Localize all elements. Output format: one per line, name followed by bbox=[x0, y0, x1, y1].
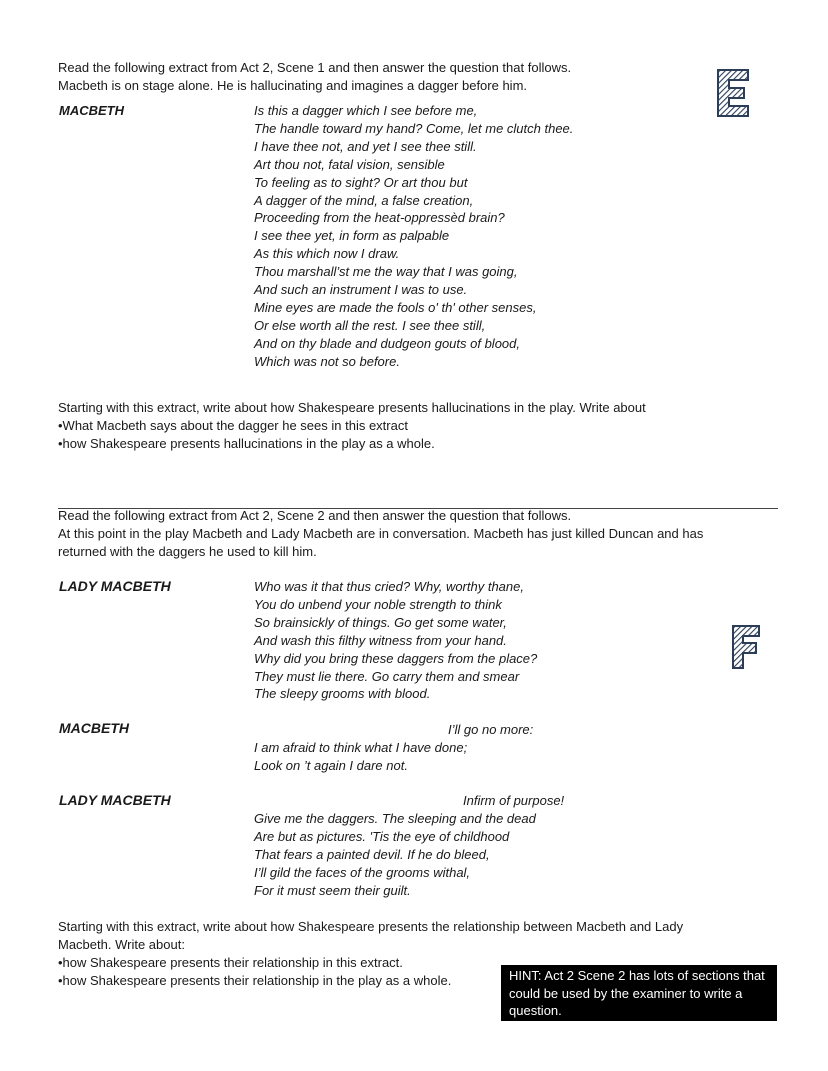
verse-line: I see thee yet, in form as palpable bbox=[254, 228, 450, 244]
verse-line: I have thee not, and yet I see thee still. bbox=[254, 138, 477, 154]
verse-line: And wash this filthy witness from your hand. bbox=[254, 632, 507, 648]
verse-line: As this which now I draw. bbox=[254, 246, 400, 262]
verse-line: Thou marshall’st me the way that I was going, bbox=[254, 264, 518, 280]
verse-line: Give me the daggers. The sleeping and the dead bbox=[254, 810, 536, 826]
verse-line: Is this a dagger which I see before me, bbox=[254, 103, 478, 118]
verse-line: The handle toward my hand? Come, let me clutch thee. bbox=[254, 120, 574, 136]
verse-line: So brainsickly of things. Go get some water, bbox=[254, 614, 507, 630]
question-line: •how Shakespeare presents their relationship in the play as a whole. bbox=[58, 973, 452, 988]
intro-line: returned with the daggers he used to kill him. bbox=[58, 544, 317, 559]
hint-line: HINT: Act 2 Scene 2 has lots of sections that bbox=[509, 968, 765, 983]
intro-line: Read the following extract from Act 2, Scene 2 and then answer the question that follows. bbox=[58, 508, 572, 523]
intro-line: Read the following extract from Act 2, Scene 1 and then answer the question that follows. bbox=[58, 60, 572, 75]
verse-line: A dagger of the mind, a false creation, bbox=[254, 192, 474, 208]
question-line: Macbeth. Write about: bbox=[58, 937, 185, 952]
verse-line: Are but as pictures. 'Tis the eye of childhood bbox=[254, 828, 510, 844]
section-letter-e-icon bbox=[716, 68, 750, 118]
speaker-label: MACBETH bbox=[59, 720, 129, 736]
hint-line: question. bbox=[509, 1003, 562, 1018]
verse-line: I’ll go no more: bbox=[448, 722, 534, 737]
speaker-label: LADY MACBETH bbox=[59, 792, 171, 808]
verse-line: Or else worth all the rest. I see thee still, bbox=[254, 317, 486, 333]
verse-line: Look on ’t again I dare not. bbox=[254, 757, 408, 773]
speaker-label: LADY MACBETH bbox=[59, 578, 171, 594]
question-line: •how Shakespeare presents their relationship in this extract. bbox=[58, 955, 403, 970]
verse-line: That fears a painted devil. If he do bleed, bbox=[254, 846, 490, 862]
section-letter-f-icon bbox=[731, 624, 761, 670]
verse-line: Which was not so before. bbox=[254, 353, 400, 369]
verse-line: Mine eyes are made the fools o' th' other senses, bbox=[254, 299, 537, 315]
verse-line: They must lie there. Go carry them and smear bbox=[254, 668, 520, 684]
section-e-question bbox=[58, 399, 646, 453]
question-line: Starting with this extract, write about how Shakespeare presents the relationship between Macbeth and Lady bbox=[58, 919, 684, 934]
verse-line: Who was it that thus cried? Why, worthy thane, bbox=[254, 579, 524, 594]
verse-line: For it must seem their guilt. bbox=[254, 882, 411, 898]
question-line: Starting with this extract, write about how Shakespeare presents hallucinations in the play. Write about bbox=[58, 400, 646, 415]
verse-line: And on thy blade and dudgeon gouts of blood, bbox=[254, 335, 520, 351]
verse-line: I’ll gild the faces of the grooms withal, bbox=[254, 864, 471, 880]
intro-line: Macbeth is on stage alone. He is hallucinating and imagines a dagger before him. bbox=[58, 78, 528, 93]
hint-box bbox=[501, 965, 777, 1021]
intro-line: At this point in the play Macbeth and Lady Macbeth are in conversation. Macbeth has just killed Duncan and has bbox=[58, 526, 704, 541]
question-line: •how Shakespeare presents hallucinations in the play as a whole. bbox=[58, 436, 435, 451]
section-f-intro bbox=[58, 507, 703, 561]
verse-block bbox=[254, 721, 533, 775]
verse-line: You do unbend your noble strength to think bbox=[254, 596, 502, 612]
verse-block bbox=[254, 102, 573, 371]
section-e-intro bbox=[58, 59, 571, 95]
verse-line: Art thou not, fatal vision, sensible bbox=[254, 156, 445, 172]
verse-line: The sleepy grooms with blood. bbox=[254, 686, 431, 702]
speaker-label: MACBETH bbox=[59, 103, 124, 118]
question-line: •What Macbeth says about the dagger he sees in this extract bbox=[58, 418, 408, 433]
verse-line: Infirm of purpose! bbox=[463, 793, 565, 808]
hint-line: could be used by the examiner to write a bbox=[509, 985, 743, 1001]
verse-line: Why did you bring these daggers from the place? bbox=[254, 650, 538, 666]
verse-line: To feeling as to sight? Or art thou but bbox=[254, 174, 468, 190]
verse-line: I am afraid to think what I have done; bbox=[254, 739, 468, 755]
verse-block bbox=[254, 792, 564, 899]
verse-line: Proceeding from the heat-oppressèd brain? bbox=[254, 210, 505, 226]
verse-block bbox=[254, 578, 537, 703]
verse-line: And such an instrument I was to use. bbox=[254, 282, 468, 298]
